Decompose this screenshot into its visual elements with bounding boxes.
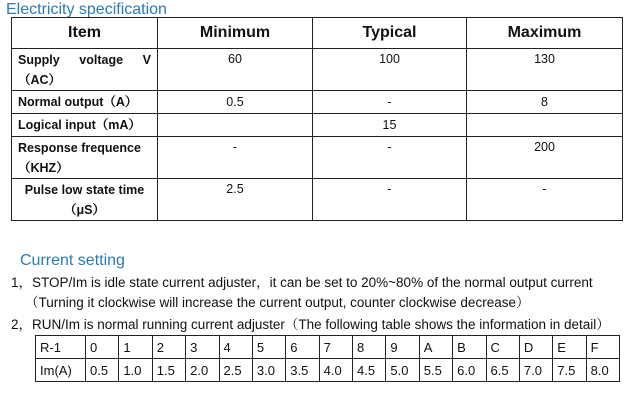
electricity-spec-title: Electricity specification	[6, 1, 167, 18]
min-cell: 2.5	[158, 179, 313, 221]
spec-header-row	[12, 18, 623, 49]
table-cell: 8.0	[586, 359, 619, 382]
table-cell: 2.0	[186, 359, 219, 382]
row-label-im: Im(A)	[36, 359, 86, 382]
min-cell	[158, 114, 313, 137]
electricity-spec-table	[11, 17, 623, 221]
typ-cell: -	[313, 91, 467, 114]
max-cell: 130	[467, 49, 623, 91]
max-cell: -	[467, 179, 623, 221]
table-cell: B	[453, 336, 486, 359]
item-cell	[12, 137, 158, 179]
spec-row-pulse-low-state	[12, 179, 623, 221]
table-cell: 4.0	[319, 359, 352, 382]
header-item: Item	[12, 18, 158, 49]
header-typical: Typical	[313, 18, 467, 49]
table-cell: D	[519, 336, 552, 359]
table-cell: 5.5	[419, 359, 452, 382]
table-cell: 2	[152, 336, 185, 359]
table-cell: E	[553, 336, 586, 359]
item-voltage: voltage	[79, 52, 124, 67]
table-cell: 5	[252, 336, 285, 359]
table-cell: 9	[386, 336, 419, 359]
table-cell: 4	[219, 336, 252, 359]
min-cell: 0.5	[158, 91, 313, 114]
current-table-row-r1	[36, 336, 620, 359]
table-cell: 4.5	[353, 359, 386, 382]
spec-row-logical-input	[12, 114, 623, 137]
table-cell: 3	[186, 336, 219, 359]
item-cell	[12, 49, 158, 91]
item-v: V	[142, 52, 151, 67]
item-cell: Logical input（mA）	[12, 114, 158, 137]
table-cell: 7	[319, 336, 352, 359]
table-cell: 2.5	[219, 359, 252, 382]
table-cell: 8	[353, 336, 386, 359]
item-supply: Supply	[18, 52, 60, 67]
item-cell	[12, 179, 158, 221]
row-label-r1: R-1	[36, 336, 86, 359]
table-cell: A	[419, 336, 452, 359]
table-cell: 6	[286, 336, 319, 359]
table-cell: 7.5	[553, 359, 586, 382]
item-ac: （AC）	[18, 72, 62, 87]
table-cell: 1	[119, 336, 152, 359]
max-cell: 200	[467, 137, 623, 179]
max-cell: 8	[467, 91, 623, 114]
table-cell: 5.0	[386, 359, 419, 382]
table-cell: 3.5	[286, 359, 319, 382]
item-cell: Normal output（A）	[12, 91, 158, 114]
table-cell: 7.0	[519, 359, 552, 382]
current-line-1b: （Turning it clockwise will increase the current output, counter clockwise decrease）	[25, 295, 530, 310]
typ-cell: -	[313, 137, 467, 179]
item-us: （μS）	[64, 202, 105, 217]
table-cell: 0	[86, 336, 119, 359]
table-cell: C	[486, 336, 519, 359]
table-cell: F	[586, 336, 619, 359]
current-line-2: 2，RUN/Im is normal running current adjuster（The following table shows the information in detail）	[11, 317, 610, 332]
table-cell: 6.0	[453, 359, 486, 382]
header-maximum: Maximum	[467, 18, 623, 49]
table-cell: 6.5	[486, 359, 519, 382]
table-cell: 3.0	[252, 359, 285, 382]
typ-cell: 15	[313, 114, 467, 137]
spec-row-response-frequence	[12, 137, 623, 179]
table-cell: 0.5	[86, 359, 119, 382]
spec-row-supply-voltage	[12, 49, 623, 91]
item-pulse-low-state-time: Pulse low state time	[24, 182, 145, 197]
current-line-1: 1，STOP/Im is idle state current adjuster，it can be set to 20%~80% of the normal output current	[11, 275, 593, 290]
table-cell: 1.5	[152, 359, 185, 382]
min-cell: 60	[158, 49, 313, 91]
max-cell	[467, 114, 623, 137]
typ-cell: 100	[313, 49, 467, 91]
current-table-row-im	[36, 359, 620, 382]
typ-cell: -	[313, 179, 467, 221]
item-response-frequence: Response frequence	[18, 140, 141, 155]
current-table	[35, 335, 620, 382]
table-cell: 1.0	[119, 359, 152, 382]
item-khz: （KHZ）	[18, 160, 69, 175]
current-setting-title: Current setting	[20, 252, 125, 269]
min-cell: -	[158, 137, 313, 179]
header-minimum: Minimum	[158, 18, 313, 49]
spec-row-normal-output	[12, 91, 623, 114]
